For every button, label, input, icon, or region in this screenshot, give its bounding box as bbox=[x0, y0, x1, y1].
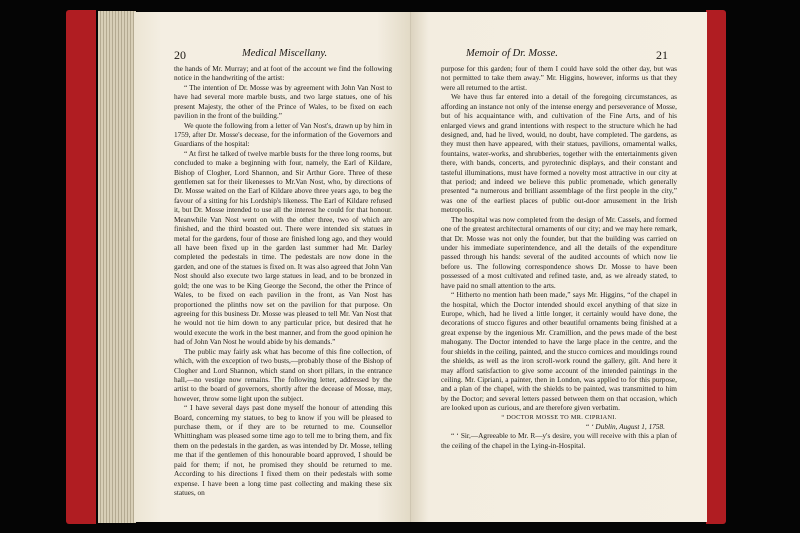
left-page bbox=[134, 12, 411, 522]
right-page bbox=[411, 12, 707, 522]
paragraph: purpose for this garden; four of them I could have sold the other day, but was not permitted to take them away.” Mr. Higgins, however, informs us that they were all returned to the artist. bbox=[441, 64, 677, 92]
book-cover-right bbox=[706, 10, 726, 524]
paragraph: the hands of Mr. Murray; and at foot of the account we find the following notice in the handwriting of the artist: bbox=[174, 64, 392, 83]
right-running-title: Memoir of Dr. Mosse. bbox=[466, 48, 558, 59]
paragraph: “ The intention of Dr. Mosse was by agreement with John Van Nost to have had several more marble busts, and two large statues, one of his present Majesty, the other of the Prince of Wales, to be fixed on each pavilion in the front of the building.” bbox=[174, 82, 392, 121]
left-running-title: Medical Miscellany. bbox=[242, 48, 328, 59]
paragraph: “ I have several days past done myself the honour of attending this Board, concerning my statues, to beg to know if you will be pleased to purchase them, or if they are to be returned to me. Counsellor Whittingham was pleased some time ago to tell me to bring them, and fix them on the pedestals in the garden, as was intended by Dr. Mosse, telling me that if the gentlemen of this honourable board approved, I should be paid for them; if not, he promised they should be returned to me. According to his directions I fixed them on their pedestals with some expense. I have been a long time past collecting and making these six statues, on bbox=[174, 403, 392, 497]
paragraph: “ Hitherto no mention hath been made,” says Mr. Higgins, “of the chapel in the hospital, which the Doctor intended should excel anything of that size in Europe, which, had he lived a little longer, it certainly would have done, the decorations of stucco figures and other beautiful ornaments being finished at a great expense by the ingenious Mr. Cramillion, and the pews made of the best mahogany. The Doctor intended to have the large place in the centre, and the four shields in the ceiling, painted, and the stucco cornices and mouldings round the shields, as well as the iron scroll-work round the gallery, gilt. And here it may afford satisfaction to give some account of the intended paintings in the ceiling. Mr. Cipriani, a painter, then in London, was applied to for this purpose, and a plan of the chapel, with the shields to be painted, was transmitted to him by the Doctor; and several letters passed between them on that occasion, which are looked upon as curious, and are therefore given verbatim. bbox=[441, 290, 677, 413]
right-page-body bbox=[441, 64, 677, 450]
paragraph: We quote the following from a letter of Van Nost's, drawn up by him in 1759, after Dr. Mosse's decease, for the information of the Governors and Guardians of the hospital: bbox=[174, 120, 392, 149]
left-page-body bbox=[174, 64, 392, 497]
left-page-number: 20 bbox=[174, 48, 186, 62]
letter-dateline: “ ‘ Dublin, August 1, 1758. bbox=[585, 422, 665, 432]
letter-heading: “ DOCTOR MOSSE TO MR. CIPRIANI. bbox=[501, 413, 617, 421]
paragraph: The public may fairly ask what has become of this fine collection, of which, with the exception of two busts,—probably those of the Bishop of Clogher and Lord Shannon, which stand on short pillars, in the entrance hall,—no vestige now remains. The following letter, addressed by the artist to the board of governors, shortly after the decease of Mosse, may, however, throw some light upon the subject. bbox=[174, 346, 392, 403]
letter-opening: “ ‘ Sir,—Agreeable to Mr. R—y's desire, you will receive with this a plan of the ceiling of the chapel in the Lying-in-Hospital. bbox=[441, 431, 677, 450]
right-page-number: 21 bbox=[656, 48, 668, 62]
paragraph: The hospital was now completed from the design of Mr. Cassels, and formed one of the greatest architectural ornaments of our city; and we may here remark, that Dr. Mosse was not only the founder, but that the building was carried on under his immediate superintendence, and all the details of the expenditure passed through his hands: several of the audited accounts of which now lie before us. The following correspondence shows Dr. Mosse to have been possessed of a most cultivated and refined taste, and, as we already stated, to have paid no small attention to the arts. bbox=[441, 214, 677, 290]
paragraph: “ At first he talked of twelve marble busts for the three long rooms, but concluded to make a beginning with four, namely, the Earl of Kildare, Bishop of Clogher, Lord Shannon, and Sir Arthur Gore. Three of these gentlemen sat for their likenesses to Mr.Van Nost, who, by directions of Dr. Mosse waited on the Earl of Kildare above three years ago, to beg the favour of a sitting for his Lordship's likeness. The Earl of Kildare refused it, but Dr. Mosse intended to use all the interest he could for that honour. Meanwhile Van Nost went on with the other three, two of which are finished, and the third boasted out. There were intended six statues in metal for the gardens, four of those are finished long ago, and they would all have been fixed up in the garden last summer had Mr. Darley completed the pedestals in time. The pedestals are now done in the garden, and one of the statues is fixed on. It was also agreed that John Van Nost should also execute two large statues in lead, and to be bronzed in gold; the one was to be King George the Second, the other the Prince of Wales, to be fixed on each pavilion in the front, as Van Nost has proportioned the plinths now set on the pavilion for that purpose. On agreeing for this business Dr. Mosse was pleased to tell Mr. Van Nost that he would not tie him down to any particular price, but desired that he would execute the work in the best manner, and from the good opinion he had of John Van Nost he would abide by his demands.” bbox=[174, 148, 392, 347]
page-edges bbox=[98, 11, 136, 523]
paragraph: We have thus far entered into a detail of the foregoing circumstances, as affording an instance not only of the intense energy and perseverance of Mosse, but of his acquaintance with, and cultivation of the Fine Arts, and of his enlarged views and grand intentions with respect to the structure which he had designed, and, had he lived, would, no doubt, have completed. The gardens, as they must then have appeared, with their statues, pavilions, ornamental walks, fountains, water-works, and shrubberies, together with the entertainments given there, with bands, concerts, and pyrotechnic displays, and their constant and tasteful illuminations, must have formed a novelty most attractive in our city at that period; and indeed we believe this public promenade, which generally presented “a numerous and brilliant assemblage of the first people in the city,” was one of the earliest places of public out-door amusement in the Irish metropolis. bbox=[441, 92, 677, 215]
book-cover-left bbox=[66, 10, 96, 524]
